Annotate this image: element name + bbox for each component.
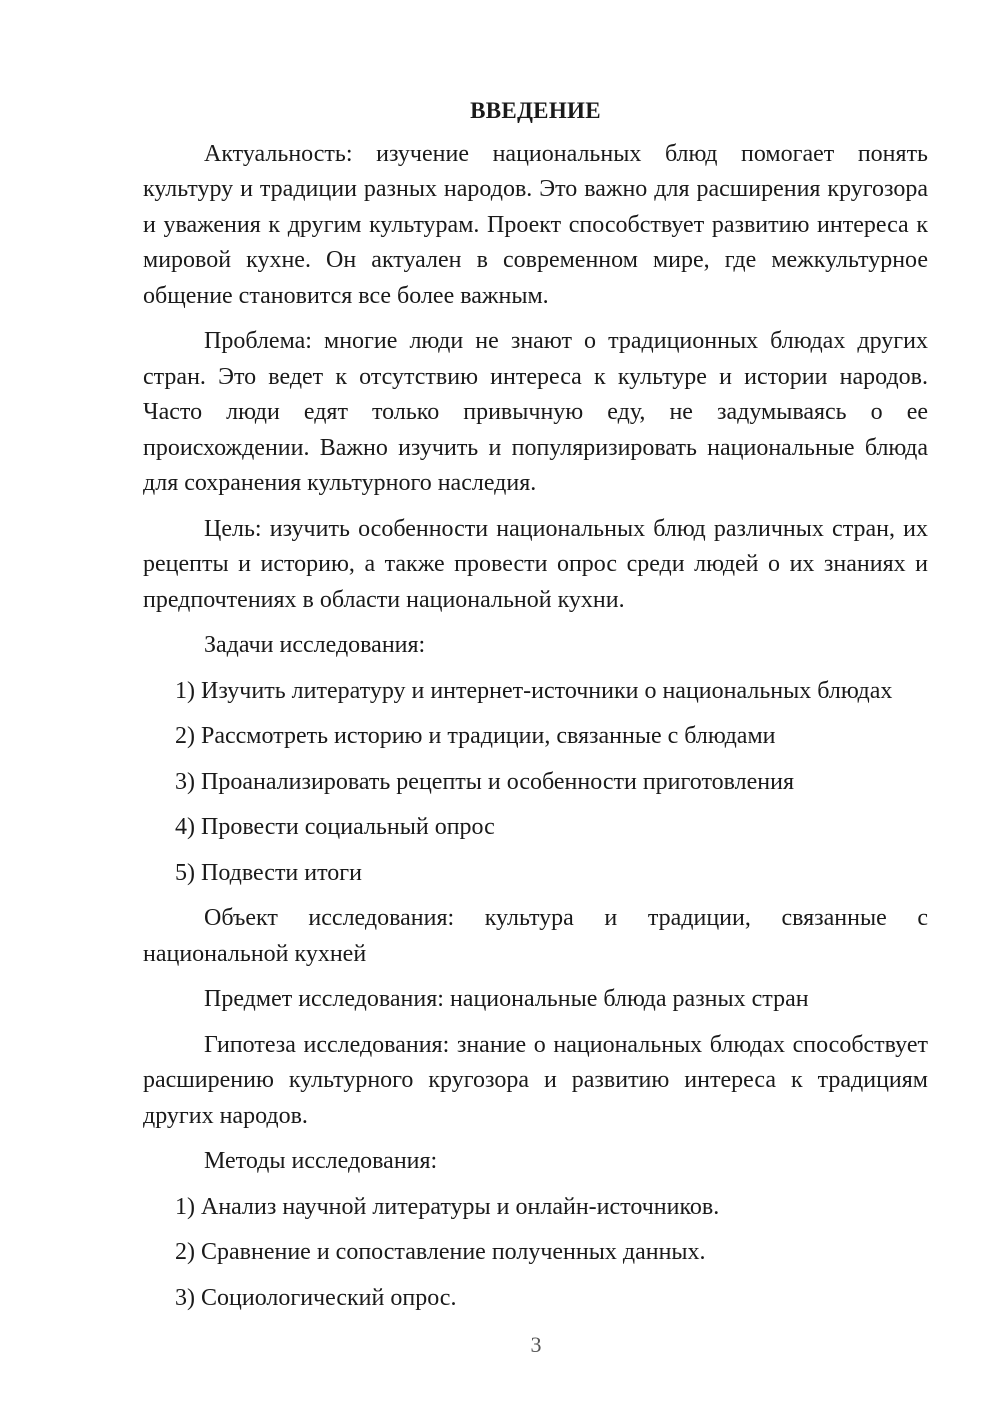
page-content	[143, 93, 928, 1326]
task-item: 3) Проанализировать рецепты и особенности приготовления	[175, 768, 794, 795]
task-item: 5) Подвести итоги	[175, 859, 362, 886]
methods-label: Методы исследования:	[204, 1148, 438, 1174]
subject-paragraph: Предмет исследования: национальные блюда разных стран	[204, 986, 809, 1012]
method-item: 3) Социологический опрос.	[175, 1284, 457, 1311]
hypothesis-paragraph: Гипотеза исследования: знание о национальных блюдах способствует расширению культурного кругозора и развитию интереса к традициям других народов.	[143, 1031, 928, 1129]
goal-paragraph: Цель: изучить особенности национальных блюд различных стран, их рецепты и историю, а также провести опрос среди людей о их знаниях и предпочтениях в области национальной кухни.	[143, 515, 928, 613]
tasks-label: Задачи исследования:	[204, 632, 426, 658]
method-item: 2) Сравнение и сопоставление полученных данных.	[175, 1239, 706, 1265]
problem-paragraph: Проблема: многие люди не знают о традиционных блюдах других стран. Это ведет к отсутствию интереса к культуре и истории народов. Часто люди едят только привычную еду, не задумываясь о ее происхождении. Важно изучить и популяризировать национальные блюда для сохранения культурного наследия.	[143, 328, 928, 496]
task-item: 2) Рассмотреть историю и традиции, связанные с блюдами	[175, 723, 776, 749]
object-paragraph: Объект исследования: культура и традиции, связанные с национальной кухней	[143, 905, 928, 967]
method-item: 1) Анализ научной литературы и онлайн-источников.	[175, 1193, 720, 1220]
relevance-paragraph: Актуальность: изучение национальных блюд помогает понять культуру и традиции разных народов. Это важно для расширения кругозора и уважения к другим культурам. Проект способствует развитию интереса к мировой кухне. Он актуален в современном мире, где межкультурное общение становится все более важным.	[143, 140, 928, 309]
task-item: 1) Изучить литературу и интернет-источники о национальных блюдах	[175, 677, 893, 704]
page-number: 3	[530, 1332, 542, 1357]
page-title: ВВЕДЕНИЕ	[470, 98, 601, 123]
task-item: 4) Провести социальный опрос	[175, 814, 495, 840]
